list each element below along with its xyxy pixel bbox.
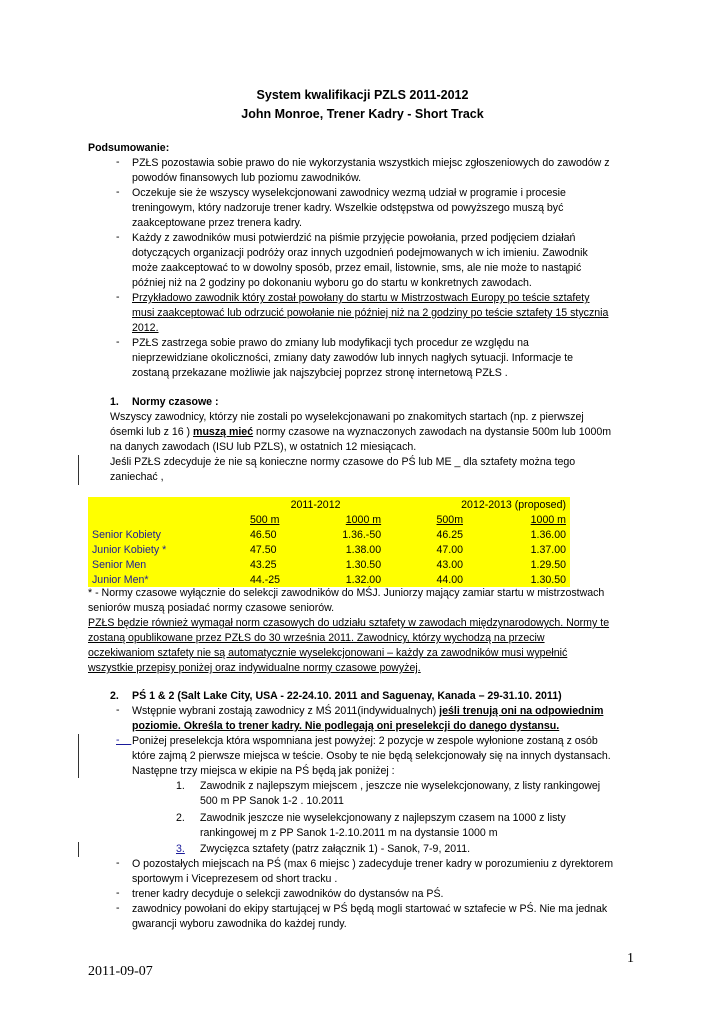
summary-bullet-4-line: musi zaakceptować lub odrzucić powołanie nie później niż na 2 godziny po teście sztafety 15 stycznia — [132, 307, 609, 319]
note-line: wszystkie przepisy poniżej oraz indywidualne normy czasowe powyżej. — [88, 662, 421, 674]
table-cell: 1.30.50 — [530, 573, 566, 586]
section-2-line: Poniżej preselekcja która wspomniana jest powyżej: 2 pozycje w zespole wyłonione zostaną z osób — [132, 735, 598, 747]
section-2-line: O pozostałych miejscach na PŚ (max 6 miejsc ) zadecyduje trener kadry w porozumieniu z dyrektorem — [132, 858, 614, 870]
document-subtitle: John Monroe, Trener Kadry - Short Track — [241, 107, 484, 121]
table-column-row — [88, 512, 570, 527]
note-line: oczekiwaniom sztafety nie są automatycznie wyselekcjonowani – każdy za zawodników musi wypełnić — [88, 647, 568, 659]
list-item-number: 1. — [176, 780, 185, 792]
bullet-dash: - — [116, 887, 120, 899]
section-2-line: Następne trzy miejsca w ekipie na PŚ będą jak poniżej : — [132, 765, 395, 777]
summary-bullet-3-line: może zaakceptować to w dowolny sposób, przez email, listownie, sms, ale nie może to nastąpić — [132, 262, 582, 274]
bullet-dash: - — [116, 857, 120, 869]
section-1-line: Jeśli PZŁS zdecyduje że nie są konieczne normy czasowe do PŚ lub ME _ dla sztafety można tego — [110, 456, 576, 468]
bullet-dash: - — [116, 156, 120, 168]
table-cell: 44.00 — [436, 573, 464, 586]
table-row — [88, 557, 570, 572]
summary-bullet-3-line: Każdy z zawodników musi potwierdzić na piśmie przyjęcie powołania, przed podjęciem działań — [132, 232, 576, 244]
season-2012-2013-header: 2012-2013 (proposed) — [461, 498, 566, 511]
revision-bar — [78, 842, 79, 857]
summary-bullet-2-line: Oczekuje sie że wszyscy wyselekcjonowani zawodnicy wezmą udział w programie i procesie — [132, 187, 566, 199]
table-cell: 44.-25 — [250, 573, 281, 586]
bullet-dash: - — [116, 231, 120, 243]
section-2-heading: PŚ 1 & 2 (Salt Lake City, USA - 22-24.10. 2011 and Saguenay, Kanada – 29-31.10. 2011) — [132, 690, 562, 702]
qualification-times-table — [88, 497, 570, 587]
summary-bullet-2-line: treningowym, który nadzoruje trener kadry. Wszelkie odstępstwa od powyższego muszą być — [132, 202, 564, 214]
column-header: 1000 m — [345, 513, 382, 526]
revision-bar — [78, 734, 79, 778]
table-row — [88, 542, 570, 557]
emphasis-text: jeśli trenują oni na odpowiednim — [439, 705, 604, 717]
table-cell: 1.32.00 — [345, 573, 382, 586]
table-row — [88, 572, 570, 587]
summary-bullet-5-line: nieprzewidziane okoliczności, zmiany daty zawodów lub innych nagłych sytuacji. Informacje te — [132, 352, 574, 364]
bullet-dash: - — [116, 186, 120, 198]
page-number: 1 — [627, 951, 634, 966]
row-label: Senior Kobiety — [92, 528, 161, 541]
bullet-dash: - — [116, 734, 132, 746]
revision-bar — [78, 455, 79, 485]
bullet-dash: - — [116, 291, 120, 303]
table-cell: 1.38.00 — [345, 543, 382, 556]
section-1-heading: Normy czasowe : — [132, 396, 219, 408]
summary-bullet-5-line: PZŁS zastrzega sobie prawo do zmiany lub modyfikacji tych procedur ze względu na — [132, 337, 529, 349]
summary-bullet-2-line: zaakceptowane przez trenera kadry. — [132, 217, 302, 229]
summary-bullet-4-line: 2012. — [132, 322, 159, 334]
table-cell: 43.00 — [436, 558, 464, 571]
list-item-number: 2. — [176, 812, 185, 824]
table-cell: 47.00 — [436, 543, 464, 556]
table-cell: 43.25 — [250, 558, 277, 571]
note-line: * - Normy czasowe wyłącznie do selekcji zawodników do MŚJ. Juniorzy mający zamiar startu w mistrzostwach — [88, 587, 605, 599]
table-cell: 1.36.-50 — [342, 528, 382, 541]
row-label: Junior Men* — [92, 573, 149, 586]
table-cell: 1.36.00 — [530, 528, 566, 541]
bullet-dash: - — [116, 704, 120, 716]
section-2-line: Wstępnie wybrani zostają zawodnicy z MŚ 2011(indywidualnych) jeśli trenują oni na odpowiednim — [132, 705, 604, 717]
column-header: 1000 m — [530, 513, 566, 526]
section-1-line: zaniechać , — [110, 471, 164, 483]
column-header: 500 m — [250, 513, 280, 526]
table-cell: 46.50 — [250, 528, 277, 541]
table-header-row — [88, 497, 570, 512]
section-1-line: na danych zawodach (ISU lub PZLS), w ostatnich 12 miesiącach. — [110, 441, 417, 453]
season-2011-2012-header: 2011-2012 — [290, 498, 341, 511]
section-2-line: sportowym i Viceprezesem od short tracku . — [132, 873, 338, 885]
table-cell: 47.50 — [250, 543, 277, 556]
section-2-line: zawodnicy powołani do ekipy startującej w PŚ będą mogli startować w sztafecie w PŚ. Nie ma jednak — [132, 903, 608, 915]
summary-bullet-3-line: później niż na 2 godziny po dokonaniu wyboru go do startu w konkretnych zawodach. — [132, 277, 532, 289]
list-item: Zawodnik jeszcze nie wyselekcjonowany z najlepszym czasem na 1000 z listy — [200, 812, 566, 824]
list-item: Zawodnik z najlepszym miejscem , jeszcze nie wyselekcjonowany, z listy rankingowej — [200, 780, 601, 792]
section-1-line: Wszyscy zawodnicy, którzy nie zostali po wyselekcjonawani po znakomitych startach (np. z pierwszej — [110, 411, 584, 423]
bullet-dash: - — [116, 336, 120, 348]
list-item: rankingowej m z PP Sanok 1-2.10.2011 m na dystansie 1000 m — [200, 827, 498, 839]
summary-bullet-4-line: Przykładowo zawodnik który został powołany do startu w Mistrzostwach Europy po teście sztafety — [132, 292, 590, 304]
row-label: Junior Kobiety * — [92, 543, 167, 556]
note-line: PZŁS będzie również wymagał norm czasowych do udziału sztafety w zawodach międzynarodowych. Normy te — [88, 617, 610, 629]
list-item: Zwycięzca sztafety (patrz załącznik 1) - Sanok, 7-9, 2011. — [200, 843, 471, 855]
must-have-emphasis: muszą mieć — [193, 426, 254, 438]
summary-bullet-1-line: powodów finansowych lub poziomu zawodników. — [132, 172, 362, 184]
table-row — [88, 527, 570, 542]
note-line: zostaną opublikowane przez PZŁS do 30 września 2011. Zawodnicy, którzy wychodzą na przeciw — [88, 632, 545, 644]
section-2-line: trener kadry decyduje o selekcji zawodników do dystansów na PŚ. — [132, 888, 444, 900]
row-label: Senior Men — [92, 558, 147, 571]
bullet-dash: - — [116, 902, 120, 914]
summary-bullet-3-line: dotyczących organizacji podróży oraz innych uzgodnień podejmowanych w ich imieniu. Zawodnik — [132, 247, 588, 259]
table-cell: 1.29.50 — [530, 558, 566, 571]
summary-bullet-5-line: zostaną przekazane możliwie jak najszybciej poprzez stronę internetową PZŁS . — [132, 367, 508, 379]
list-item: 500 m PP Sanok 1-2 . 10.2011 — [200, 795, 344, 807]
note-line: seniorów muszą posiadać normy czasowe seniorów. — [88, 602, 335, 614]
table-cell: 1.30.50 — [345, 558, 382, 571]
section-2-line: gwarancji wyboru zawodnika do każdej rundy. — [132, 918, 347, 930]
section-2-line: które zajmą 2 pierwsze miejsca w teście. Osoby te nie będą selekcjonowały się na innych dystansach. — [132, 750, 611, 762]
document-title: System kwalifikacji PZLS 2011-2012 — [256, 88, 469, 102]
section-2-number: 2. — [110, 690, 119, 702]
section-1-line: ósemki lub z 16 ) muszą mieć normy czasowe na wyznaczonych zawodach na dystansie 500m lub 1000m — [110, 426, 612, 438]
section-2-line: poziomie. Określa to trener kadry. Nie podlegają oni preselekcji do danego dystansu. — [132, 720, 560, 732]
table-cell: 46.25 — [436, 528, 464, 541]
list-item-number: 3. — [176, 843, 185, 855]
section-1-number: 1. — [110, 396, 119, 408]
column-header: 500m — [436, 513, 464, 526]
table-cell: 1.37.00 — [530, 543, 566, 556]
footer-date: 2011-09-07 — [88, 964, 153, 979]
summary-bullet-1-line: PZŁS pozostawia sobie prawo do nie wykorzystania wszystkich miejsc zgłoszeniowych do zawodów z — [132, 157, 610, 169]
summary-heading: Podsumowanie: — [88, 142, 170, 154]
